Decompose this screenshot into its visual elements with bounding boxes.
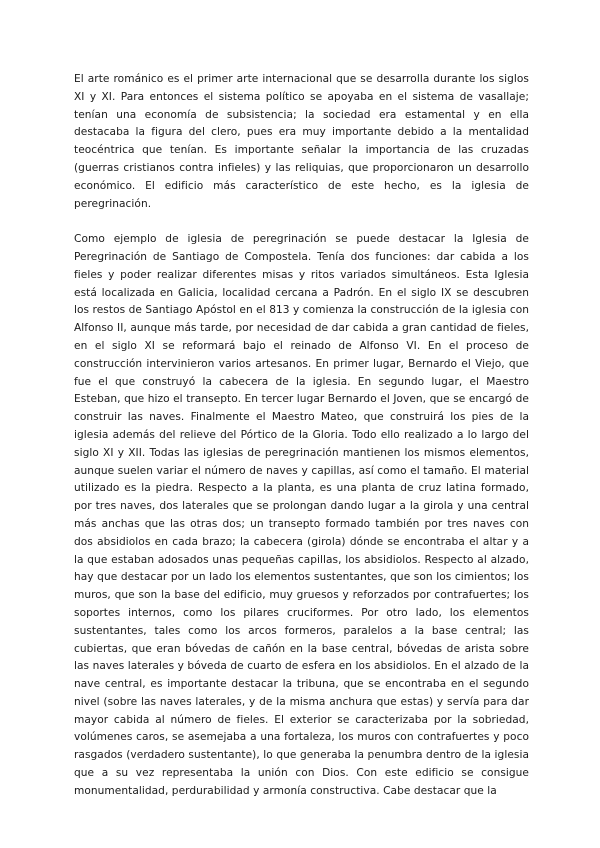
document-page [74,71,529,801]
paragraph-intro: El arte románico es el primer arte internacional que se desarrolla durante los siglos XI y XI. Para entonces el sistema político se apoyaba en el sistema de vasallaje; tenían una economía de subsistencia; la sociedad era estamental y en ella destacaba la figura del clero, pues era muy importante debido a la mentalidad teocéntrica que tenían. Es importante señalar la importancia de las cruzadas (guerras cristianos contra infieles) y las reliquias, que proporcionaron un desarrollo económico. El edificio más característico de este hecho, es la iglesia de peregrinación. [74,73,529,210]
paragraph-spacer [74,213,529,231]
paragraph-santiago: Como ejemplo de iglesia de peregrinación se puede destacar la Iglesia de Peregrinación de Santiago de Compostela. Tenía dos funciones: dar cabida a los fieles y poder realizar diferentes misas y ritos variados simultáneos. Esta Iglesia está localizada en Galicia, localidad cercana a Padrón. En el siglo IX se descubren los restos de Santiago Apóstol en el 813 y comienza la construcción de la iglesia con Alfonso II, aunque más tarde, por necesidad de dar cabida a gran cantidad de fieles, en el siglo XI se reformará bajo el reinado de Alfonso VI. En el proceso de construcción intervinieron varios artesanos. En primer lugar, Bernardo el Viejo, que fue el que construyó la cabecera de la iglesia. En segundo lugar, el Maestro Esteban, que hizo el transepto. En tercer lugar Bernardo el Joven, que se encargó de construir las naves. Finalmente el Maestro Mateo, que construirá los pies de la iglesia además del relieve del Pórtico de la Gloria. Todo ello realizado a lo largo del siglo XI y XII. Todas las iglesias de peregrinación mantienen los mismos elementos, aunque suelen variar el número de naves y capillas, así como el tamaño. El material utilizado es la piedra. Respecto a la planta, es una planta de cruz latina formado, por tres naves, dos laterales que se prolongan dando lugar a la girola y una central más anchas que las otras dos; un transepto formado también por tres naves con dos absidiolos en cada brazo; la cabecera (girola) dónde se encontraba el altar y a la que estaban adosados unas pequeñas capillas, los absidiolos. Respecto al alzado, hay que destacar por un lado los elementos sustentantes, que son los cimientos; los muros, que son la base del edificio, muy gruesos y reforzados por contrafuertes; los soportes internos, como los pilares cruciformes. Por otro lado, los elementos sustentantes, tales como los arcos formeros, paralelos a la base central; las cubiertas, que eran bóvedas de cañón en la base central, bóvedas de arista sobre las naves laterales y bóveda de cuarto de esfera en los absidiolos. En el alzado de la nave central, es importante destacar la tribuna, que se encontraba en el segundo nivel (sobre las naves laterales, y de la misma anchura que estas) y servía para dar mayor cabida al número de fieles. El exterior se caracterizaba por la sobriedad, volúmenes caros, se asemejaba a una fortaleza, los muros con contrafuertes y poco rasgados (verdadero sustentante), lo que generaba la penumbra dentro de la iglesia que a su vez representaba la unión con Dios. Con este edificio se consigue monumentalidad, perdurabilidad y armonía constructiva. Cabe destacar que la [74,233,529,797]
